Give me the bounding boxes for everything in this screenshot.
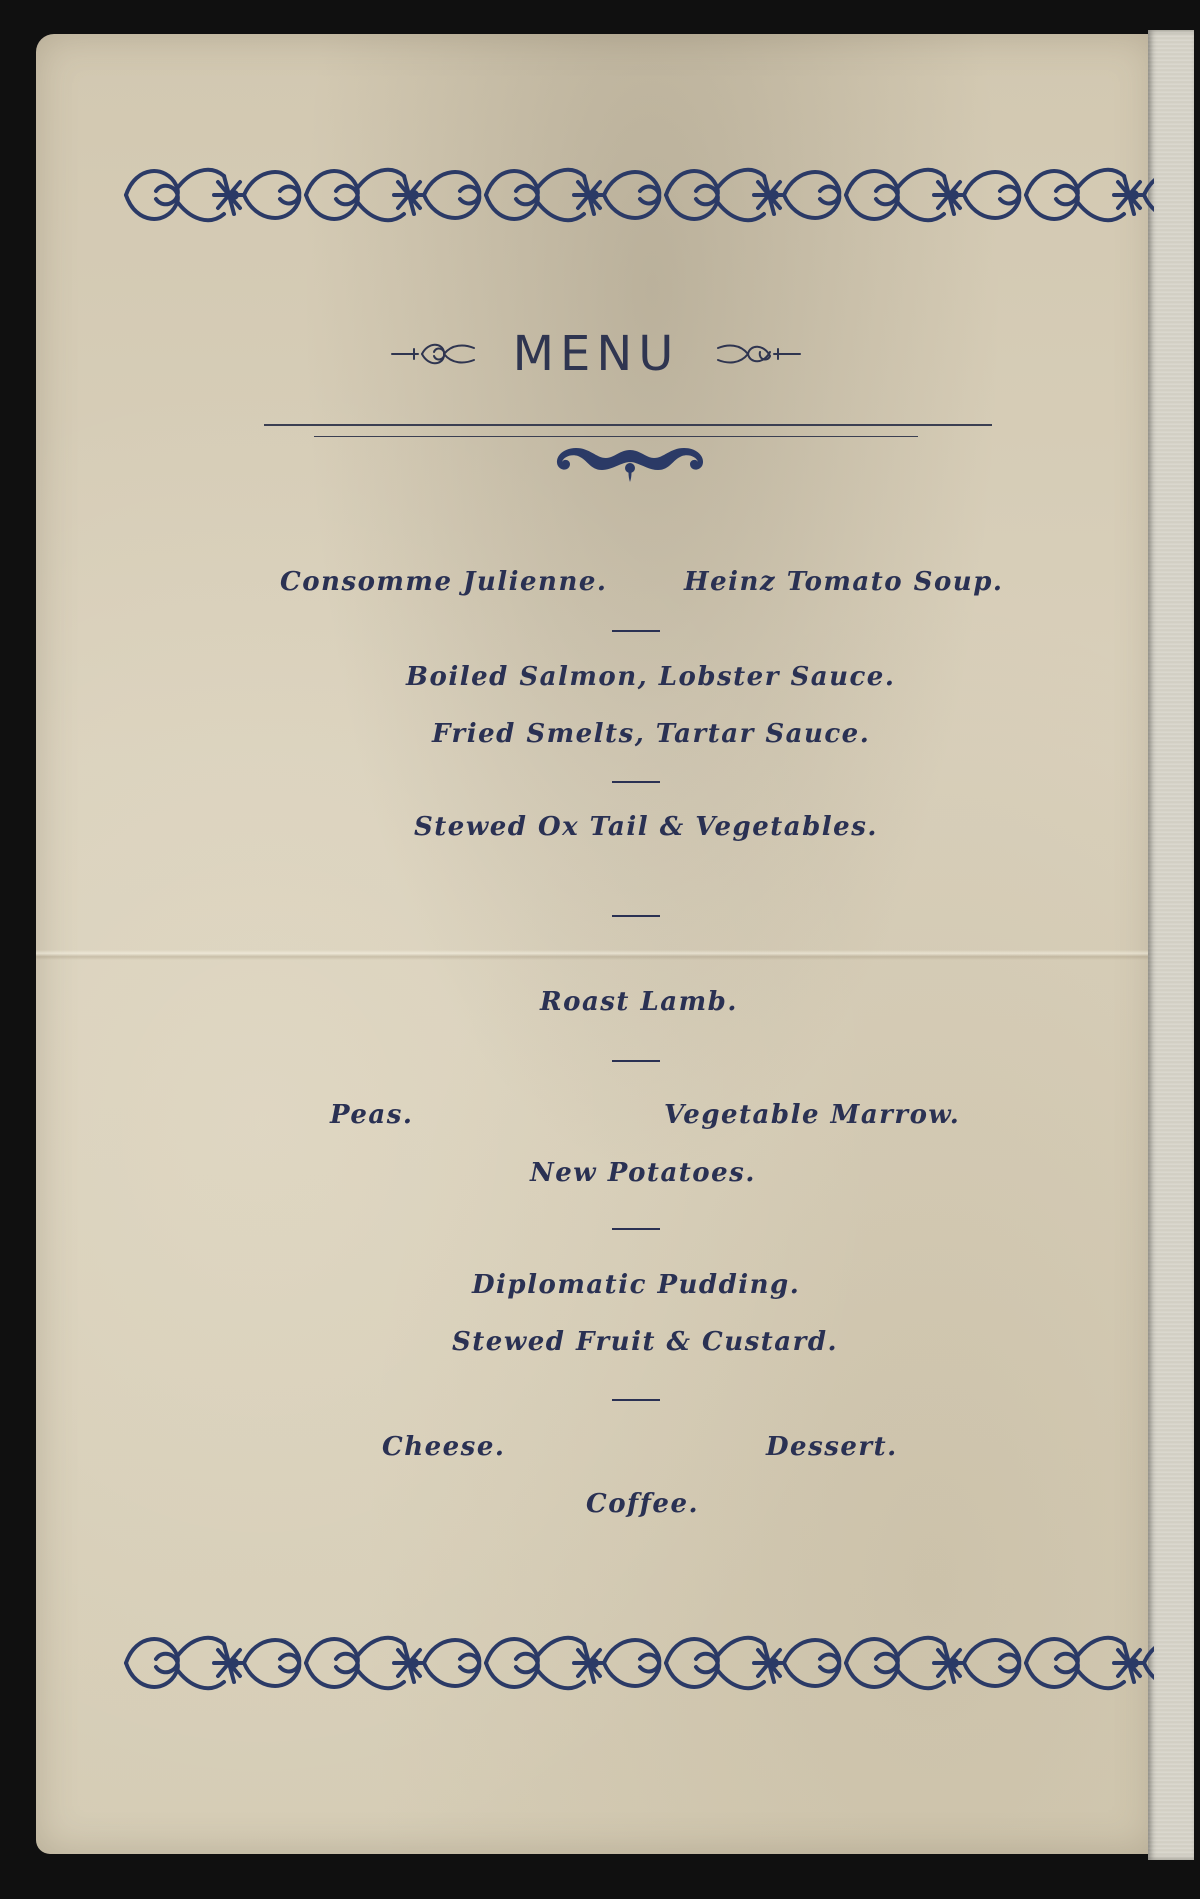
sweet-item-1: Diplomatic Pudding. — [472, 1270, 801, 1300]
left-flourish-icon — [390, 339, 480, 369]
menu-title: MENU — [512, 326, 680, 382]
vegetable-right: Vegetable Marrow. — [664, 1100, 961, 1130]
title-rule-short — [314, 436, 918, 437]
title-rule-long — [264, 424, 992, 426]
top-ornamental-border — [118, 150, 1154, 240]
course-divider — [612, 1399, 660, 1401]
bottom-ornamental-border — [118, 1618, 1154, 1708]
soup-left: Consomme Julienne. — [280, 567, 608, 597]
soup-right: Heinz Tomato Soup. — [684, 567, 1004, 597]
fold-crease — [36, 950, 1148, 960]
book-spine — [1148, 30, 1194, 1860]
course-divider — [612, 781, 660, 783]
course-divider — [612, 1228, 660, 1230]
fish-item-1: Boiled Salmon, Lobster Sauce. — [406, 662, 896, 692]
course-divider — [612, 915, 660, 917]
menu-page — [36, 34, 1156, 1854]
joint-item: Roast Lamb. — [540, 987, 738, 1017]
entree-item: Stewed Ox Tail & Vegetables. — [414, 812, 878, 842]
course-divider — [612, 630, 660, 632]
finish-left: Cheese. — [382, 1432, 506, 1462]
finish-right: Dessert. — [766, 1432, 898, 1462]
center-scroll-ornament — [540, 440, 720, 484]
sweet-item-2: Stewed Fruit & Custard. — [452, 1327, 839, 1357]
vegetable-left: Peas. — [330, 1100, 414, 1130]
fish-item-2: Fried Smelts, Tartar Sauce. — [432, 719, 871, 749]
vegetable-center: New Potatoes. — [530, 1158, 756, 1188]
menu-title-row — [36, 326, 1156, 386]
finish-center: Coffee. — [586, 1489, 700, 1519]
course-divider — [612, 1060, 660, 1062]
right-flourish-icon — [712, 339, 802, 369]
